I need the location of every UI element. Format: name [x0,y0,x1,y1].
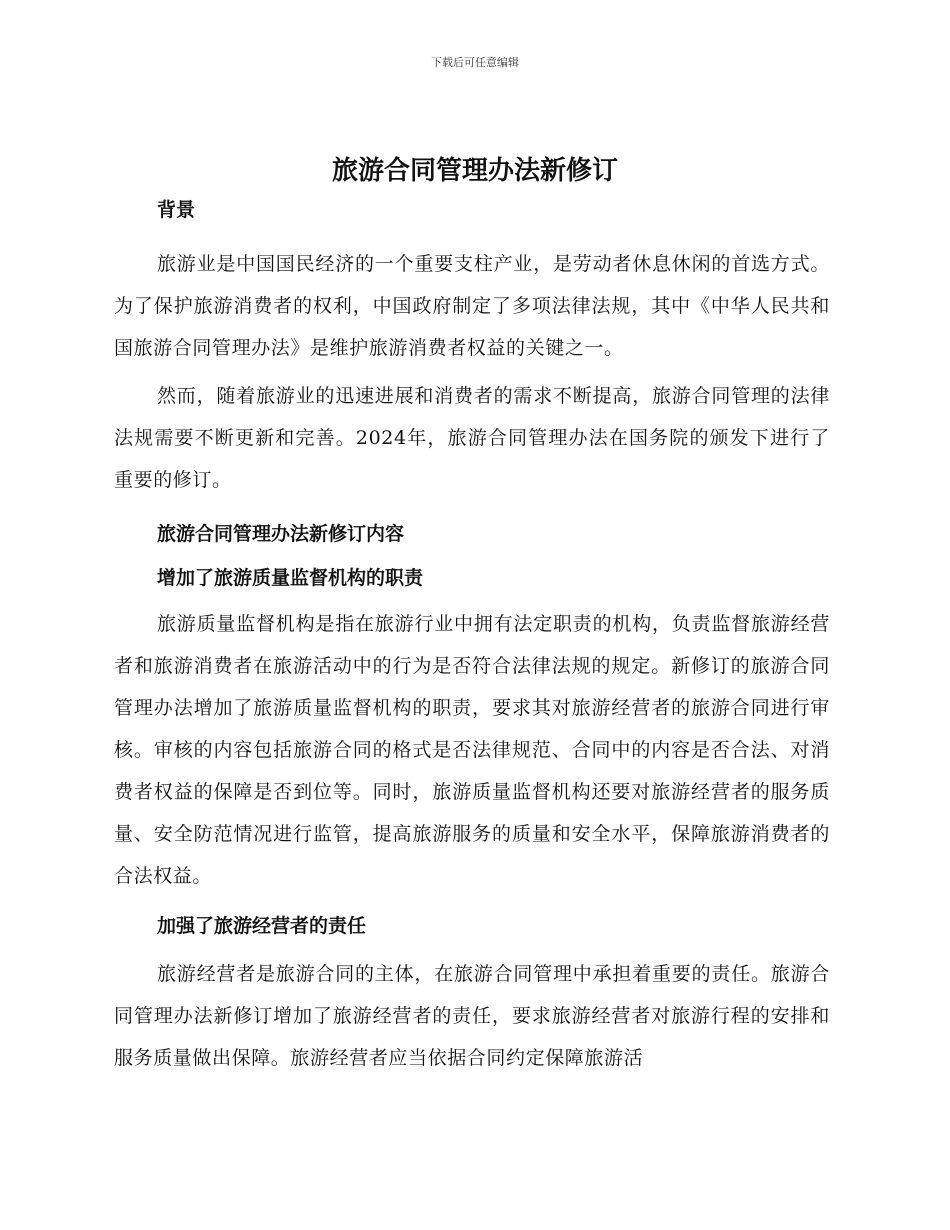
paragraph-supervision: 旅游质量监督机构是指在旅游行业中拥有法定职责的机构，负责监督旅游经营者和旅游消费者在旅游活动中的行为是否符合法律法规的规定。新修订的旅游合同管理办法增加了旅游质量监督机构的职责，要求其对旅游经营者的旅游合同进行审核。审核的内容包括旅游合同的格式是否法律规范、合同中的内容是否合法、对消费者权益的保障是否到位等。同时，旅游质量监督机构还要对旅游经营者的服务质量、安全防范情况进行监管，提高旅游服务的质量和安全水平，保障旅游消费者的合法权益。 [114,613,830,887]
paragraph-intro: 旅游业是中国国民经济的一个重要支柱产业，是劳动者休息休闲的首选方式。为了保护旅游消费者的权利，中国政府制定了多项法律法规，其中《中华人民共和国旅游合同管理办法》是维护旅游消费者权益的关键之一。 [114,253,830,359]
document-body [114,195,830,1079]
document-title: 旅游合同管理办法新修订 [331,156,618,186]
paragraph-revision-context: 然而，随着旅游业的迅速进展和消费者的需求不断提高，旅游合同管理的法律法规需要不断更新和完善。2024年，旅游合同管理办法在国务院的颁发下进行了重要的修订。 [114,385,830,491]
paragraph-operator-responsibility: 旅游经营者是旅游合同的主体，在旅游合同管理中承担着重要的责任。旅游合同管理办法新修订增加了旅游经营者的责任，要求旅游经营者对旅游行程的安排和服务质量做出保障。旅游经营者应当依据合同约定保障旅游活 [114,963,830,1069]
section-heading-new-content: 旅游合同管理办法新修订内容 [157,523,405,545]
subsection-heading-supervision: 增加了旅游质量监督机构的职责 [157,567,424,589]
header-note: 下载后可任意编辑 [431,56,519,69]
section-heading-background: 背景 [157,199,196,221]
subsection-heading-operator-responsibility: 加强了旅游经营者的责任 [157,915,367,937]
